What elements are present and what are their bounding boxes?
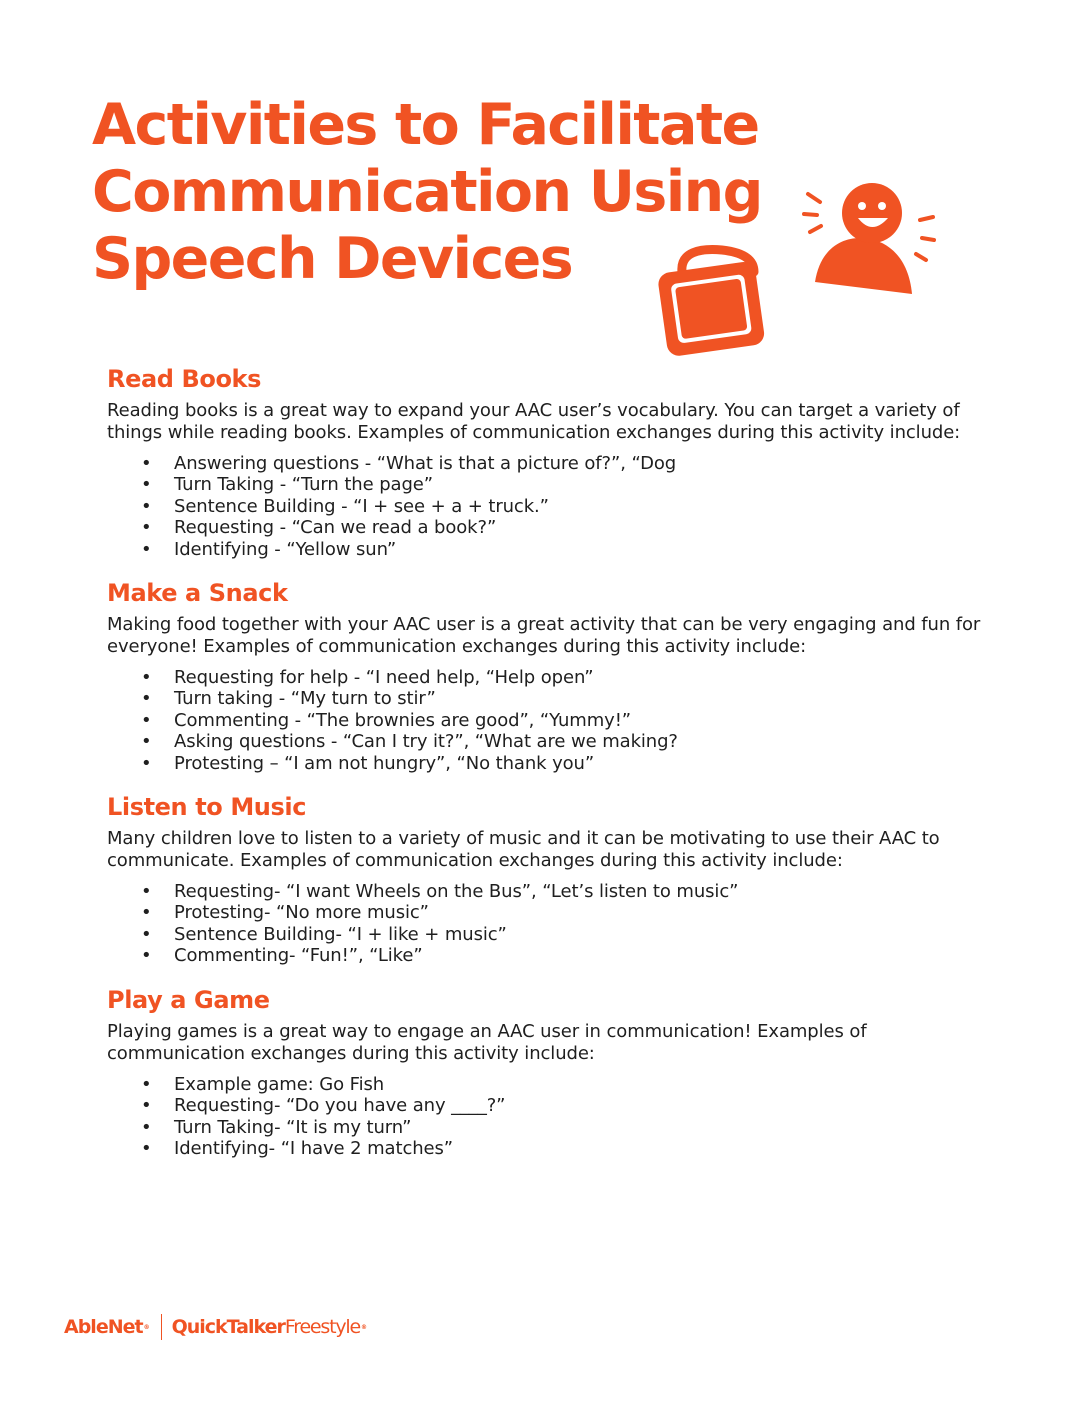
footer-logo <box>64 1312 366 1342</box>
section-intro: Many children love to listen to a variety of music and it can be motivating to use their AAC to communicate. Examples of communication exchanges during this activity include: <box>107 828 940 872</box>
list-item-text: Asking questions - “Can I try it?”, “What are we making? <box>174 731 678 753</box>
section-play-a-game <box>107 983 1007 1160</box>
list-item <box>107 667 1007 688</box>
list-item <box>107 710 1007 731</box>
title-line-2: Communication Using <box>92 159 762 225</box>
trademark-mark: ® <box>143 1323 149 1331</box>
section-heading: Play a Game <box>107 985 270 1014</box>
section-make-a-snack <box>107 576 1007 774</box>
list-item-text: Turn Taking- “It is my turn” <box>174 1116 412 1138</box>
bullet-dot: • <box>141 709 152 731</box>
list-item <box>107 1138 1007 1159</box>
list-item-text: Requesting - “Can we read a book?” <box>174 517 497 539</box>
bullet-dot: • <box>141 1137 152 1159</box>
bullet-list <box>107 453 1007 560</box>
bullet-dot: • <box>141 688 152 710</box>
list-item-text: Identifying - “Yellow sun” <box>174 538 397 560</box>
section-read-books <box>107 362 1007 560</box>
logo-divider <box>161 1314 162 1340</box>
list-item-text: Requesting- “I want Wheels on the Bus”, “Let’s listen to music” <box>174 881 739 903</box>
list-item <box>107 924 1007 945</box>
bullet-list <box>107 667 1007 774</box>
list-item-text: Turn Taking - “Turn the page” <box>174 474 433 496</box>
bullet-dot: • <box>141 453 152 474</box>
list-item-text: Requesting- “Do you have any ____?” <box>174 1095 506 1117</box>
bullet-dot: • <box>141 1073 152 1095</box>
bullet-dot: • <box>141 731 152 753</box>
list-item-text: Sentence Building - “I + see + a + truck.” <box>174 495 549 517</box>
list-item <box>107 517 1007 538</box>
bullet-dot: • <box>141 667 152 689</box>
header-illustration <box>650 172 950 367</box>
list-item-text: Requesting for help - “I need help, “Help open” <box>174 667 594 689</box>
list-item-text: Answering questions - “What is that a picture of?”, “Dog <box>174 453 677 474</box>
list-item <box>107 945 1007 966</box>
title-line-1: Activities to Facilitate <box>92 92 759 158</box>
bullet-dot: • <box>141 881 152 903</box>
smiling-person-icon <box>804 183 934 294</box>
list-item <box>107 496 1007 517</box>
bullet-dot: • <box>141 752 152 774</box>
bullet-dot: • <box>141 945 152 967</box>
list-item <box>107 1074 1007 1095</box>
list-item <box>107 1095 1007 1116</box>
bullet-dot: • <box>141 1095 152 1117</box>
bullet-list <box>107 881 1007 967</box>
bullet-dot: • <box>141 474 152 496</box>
list-item <box>107 453 1007 474</box>
section-intro: Playing games is a great way to engage an AAC user in communication! Examples of communication exchanges during this activity include: <box>107 1020 867 1064</box>
list-item <box>107 539 1007 560</box>
section-heading: Read Books <box>107 365 262 393</box>
bullet-dot: • <box>141 902 152 924</box>
brand-name: AbleNet <box>64 1316 143 1338</box>
section-heading: Make a Snack <box>107 579 288 608</box>
list-item-text: Protesting – “I am not hungry”, “No thank you” <box>174 752 595 774</box>
list-item <box>107 474 1007 495</box>
list-item-text: Example game: Go Fish <box>174 1073 385 1095</box>
section-intro: Making food together with your AAC user is a great activity that can be very engaging and fun for everyone! Examples of communication exchanges during this activity include: <box>107 614 981 658</box>
product-suffix: Freestyle <box>284 1316 360 1338</box>
section-intro: Reading books is a great way to expand your AAC user’s vocabulary. You can target a variety of things while reading books. Examples of communication exchanges during this activity include: <box>107 400 961 443</box>
list-item-text: Identifying- “I have 2 matches” <box>174 1137 454 1159</box>
bullet-list <box>107 1074 1007 1160</box>
list-item <box>107 688 1007 709</box>
list-item-text: Protesting- “No more music” <box>174 902 429 924</box>
activity-sections <box>107 362 1007 1159</box>
bullet-dot: • <box>141 517 152 539</box>
list-item-text: Turn taking - “My turn to stir” <box>174 688 436 710</box>
product-name: QuickTalker <box>171 1316 285 1338</box>
section-heading: Listen to Music <box>107 793 307 822</box>
list-item-text: Sentence Building- “I + like + music” <box>174 923 507 945</box>
bullet-dot: • <box>141 538 152 560</box>
speech-device-icon <box>657 250 766 358</box>
list-item <box>107 1117 1007 1138</box>
list-item <box>107 881 1007 902</box>
section-listen-to-music <box>107 790 1007 967</box>
list-item <box>107 902 1007 923</box>
list-item <box>107 753 1007 774</box>
bullet-dot: • <box>141 1116 152 1138</box>
title-line-3: Speech Devices <box>92 226 573 292</box>
list-item <box>107 731 1007 752</box>
bullet-dot: • <box>141 923 152 945</box>
list-item-text: Commenting - “The brownies are good”, “Yummy!” <box>174 709 632 731</box>
bullet-dot: • <box>141 495 152 517</box>
list-item-text: Commenting- “Fun!”, “Like” <box>174 945 423 967</box>
trademark-mark: ® <box>361 1323 366 1331</box>
